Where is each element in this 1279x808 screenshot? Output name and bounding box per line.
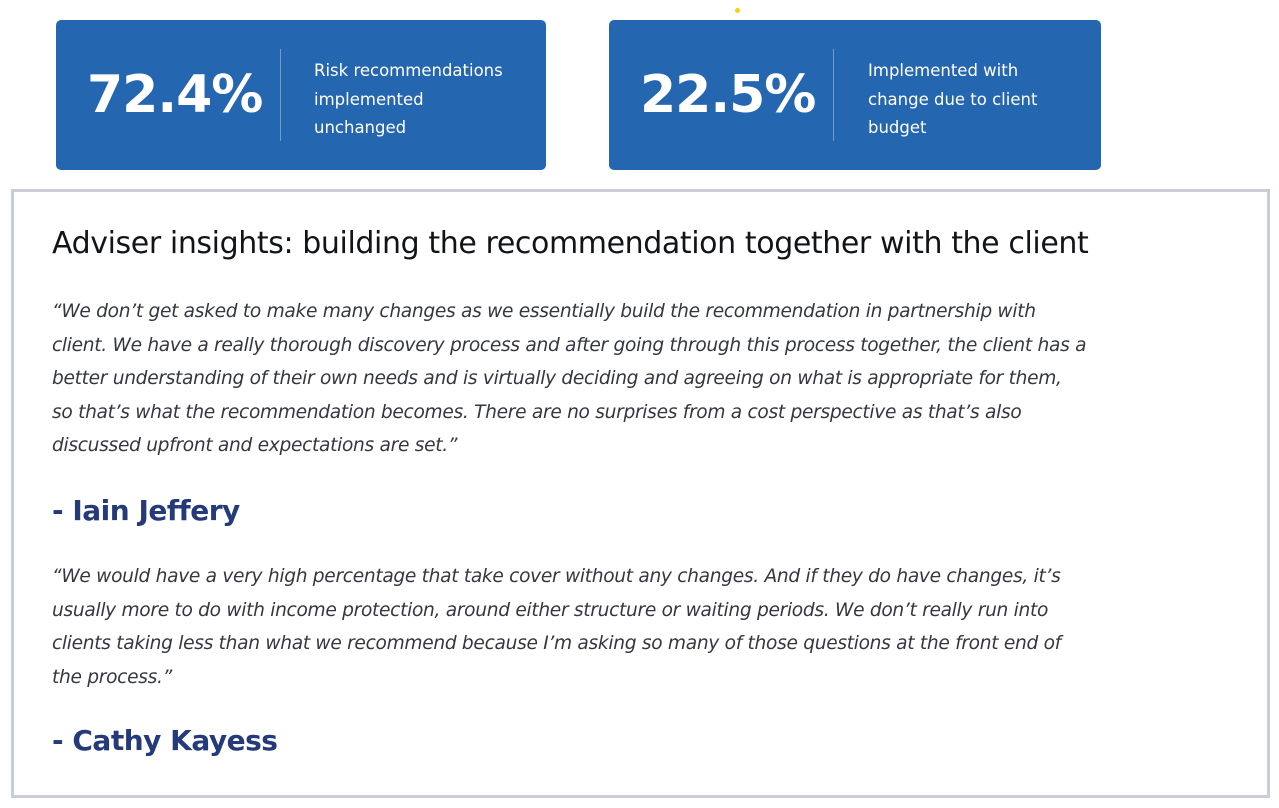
stat-value: 22.5% [640, 65, 816, 125]
quote-line: better understanding of their own needs and is virtually deciding and agreeing on what is appropriate for them, [52, 368, 1062, 389]
quote-line: the process.” [52, 666, 172, 688]
stat-description-line: Risk recommendations [314, 61, 503, 80]
quote-author: - Iain Jeffery [52, 494, 240, 527]
stat-description-line: change due to client [868, 89, 1038, 109]
quote-line: so that’s what the recommendation becomes. There are no surprises from a cost perspective as that’s also [52, 401, 1022, 423]
stat-divider [833, 49, 834, 141]
stat-description-line: Implemented with [868, 61, 1019, 80]
stat-description [314, 57, 534, 143]
insights-title: Adviser insights: building the recommendation together with the client [52, 226, 1089, 261]
quote-iain-jeffery [52, 295, 1242, 463]
quote-line: “We would have a very high percentage that take cover without any changes. And if they do have changes, it’s [52, 566, 1061, 587]
stat-value: 72.4% [87, 65, 263, 125]
stat-description-line: budget [868, 118, 927, 137]
stat-description-line: unchanged [314, 118, 407, 137]
stat-divider [280, 49, 281, 141]
quote-line: usually more to do with income protection, around either structure or waiting periods. We don’t really run into [52, 599, 1049, 621]
stat-description [868, 57, 1068, 143]
quote-cathy-kayess [52, 560, 1242, 694]
quote-line: discussed upfront and expectations are set.” [52, 435, 458, 456]
adviser-insights-panel [11, 189, 1270, 798]
stat-card-budget-change [609, 20, 1101, 170]
quote-line: clients taking less than what we recommend because I’m asking so many of those questions at the front end of [52, 633, 1061, 654]
indicator-dot [735, 8, 740, 13]
quote-author: - Cathy Kayess [52, 724, 278, 757]
quote-line: “We don’t get asked to make many changes as we essentially build the recommendation in partnership with [52, 301, 1036, 322]
stat-description-line: implemented [314, 89, 424, 109]
quote-line: client. We have a really thorough discovery process and after going through this process together, the client has a [52, 334, 1087, 356]
stat-card-unchanged [56, 20, 546, 170]
